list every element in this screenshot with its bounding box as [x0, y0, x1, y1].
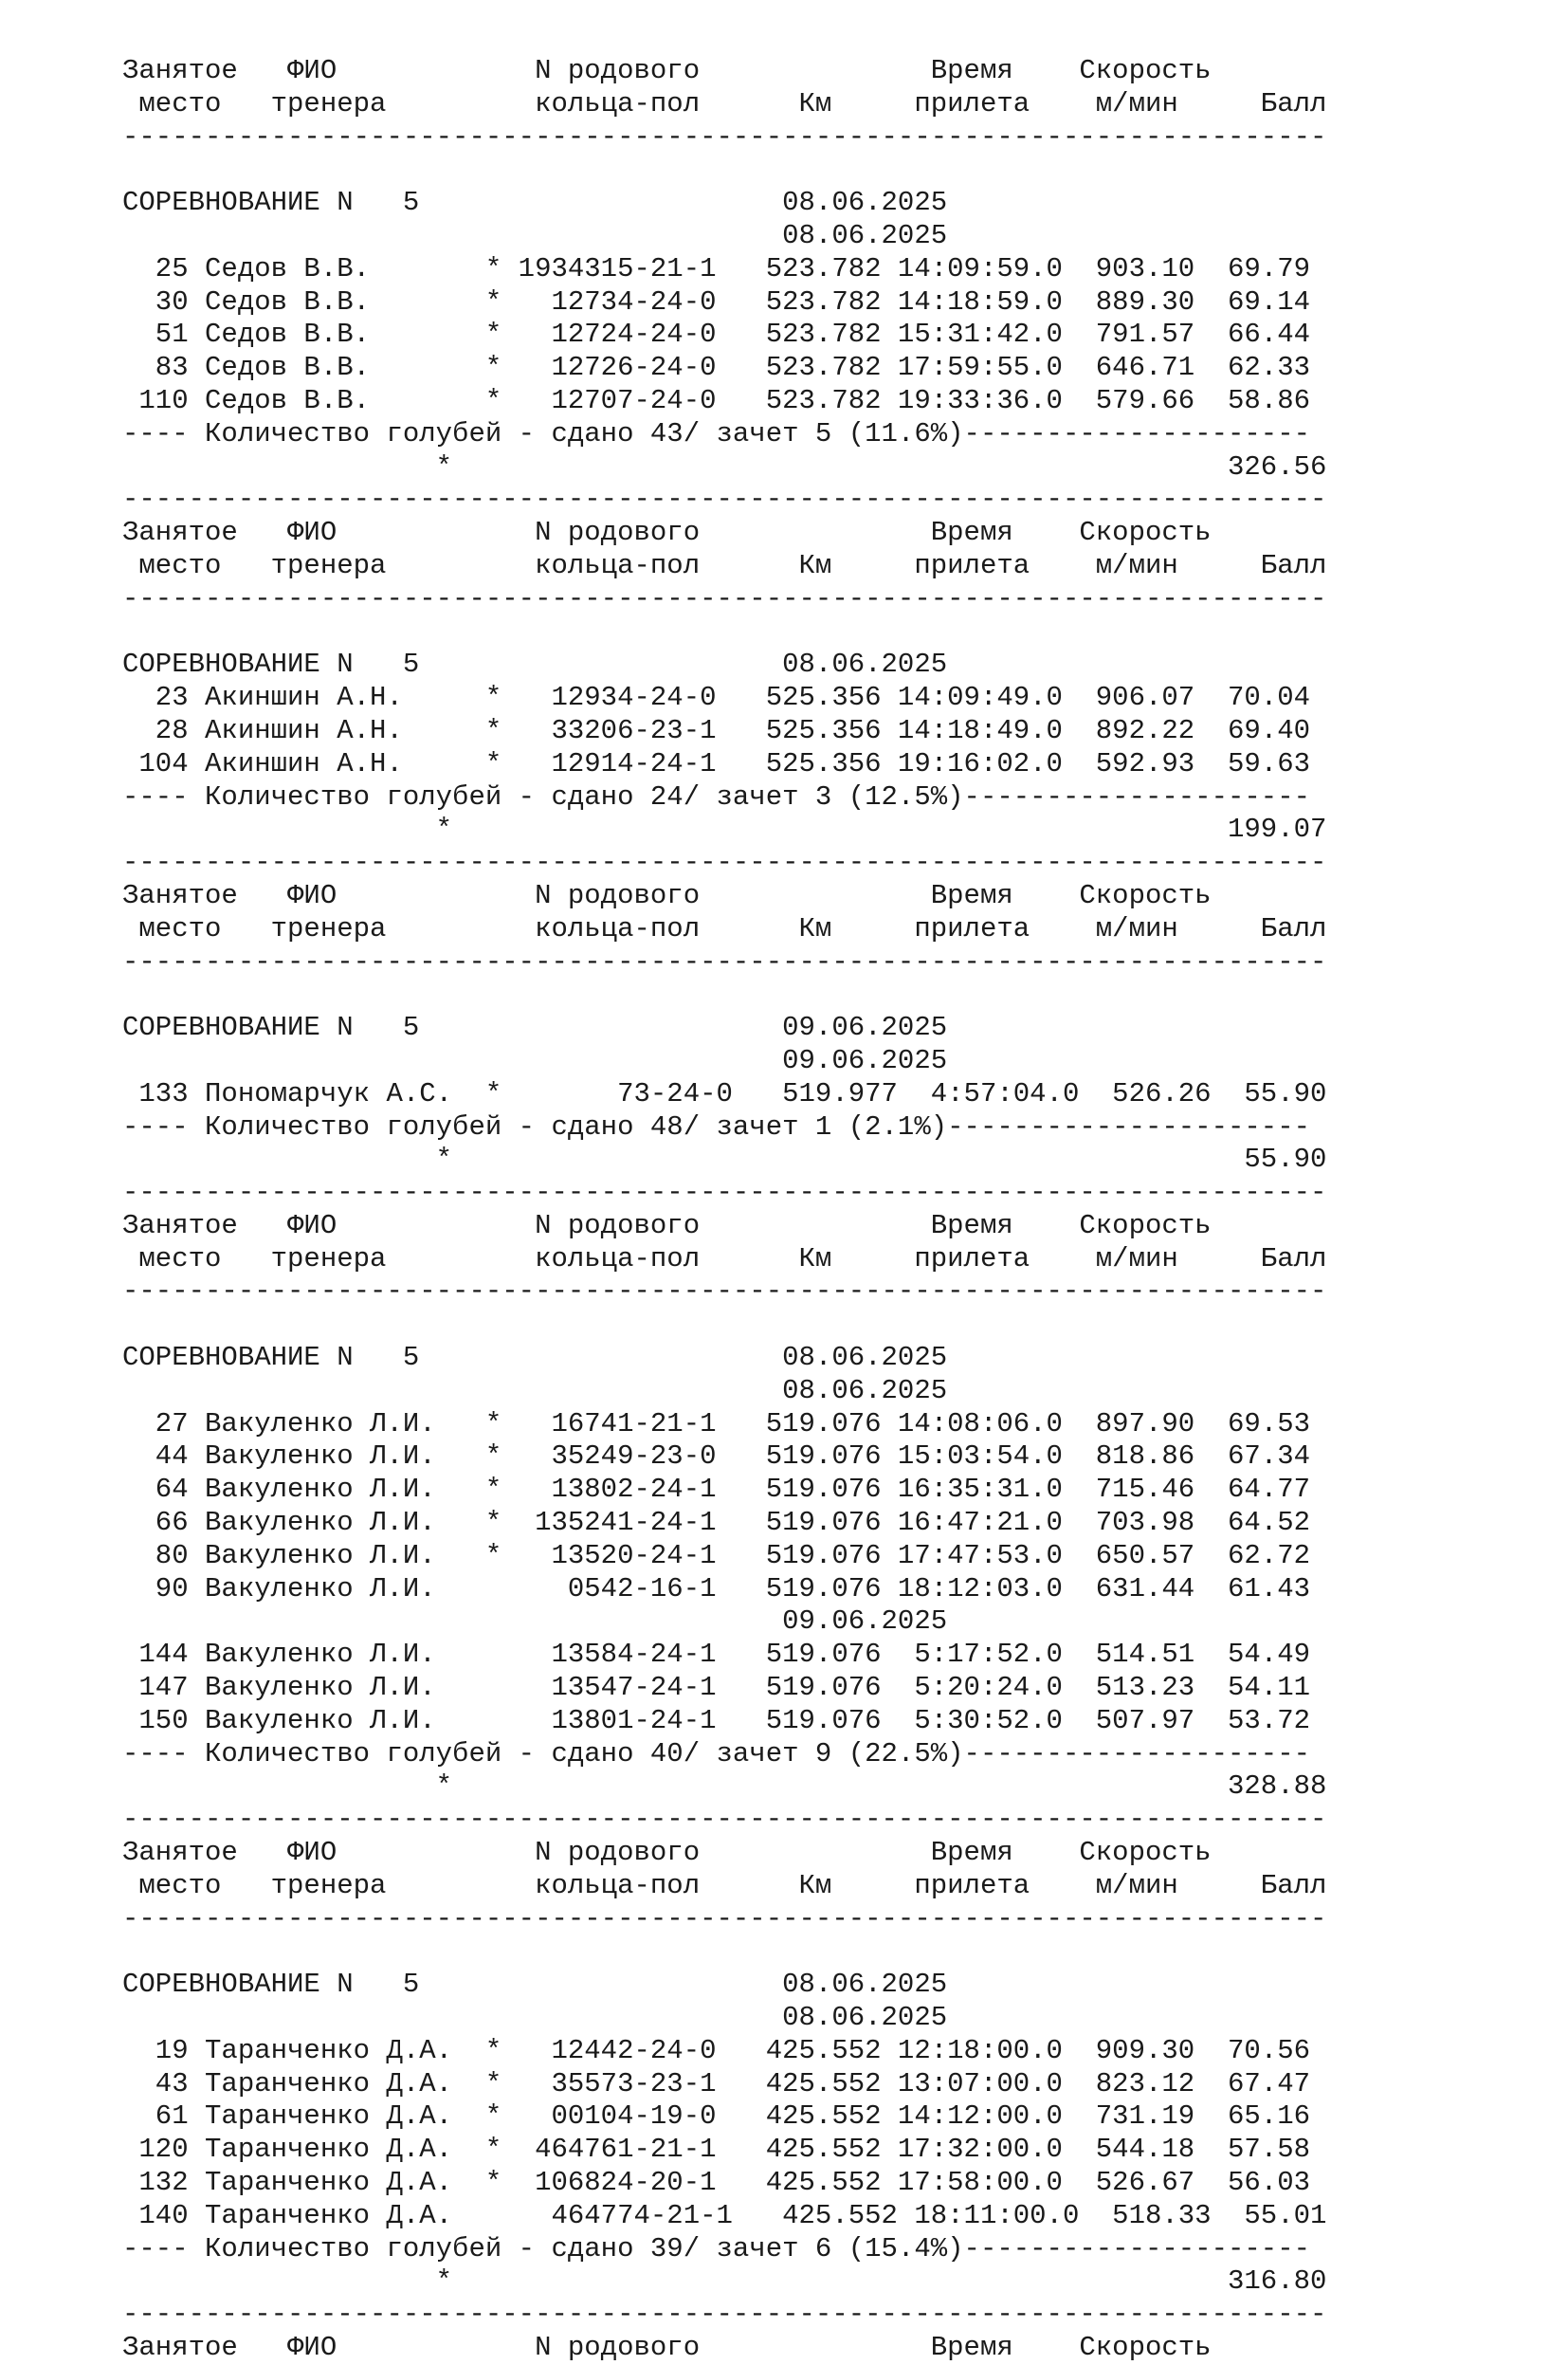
result-row: 44 Вакуленко Л.И. * 35249-23-0 519.076 15:03:54.0 818.86 67.34 — [122, 1440, 1311, 1473]
result-row: 132 Таранченко Д.А. * 106824-20-1 425.552 17:58:00.0 526.67 56.03 — [122, 2167, 1311, 2198]
total-score-line: * 55.90 — [122, 1144, 1327, 1176]
column-header-line-2: место тренера кольца-пол Км прилета м/мин Балл — [122, 87, 1327, 119]
summary-line: ---- Количество голубей - сдано 39/ зачет 6 (15.4%)--------------------- — [122, 2232, 1311, 2264]
result-row: 150 Вакуленко Л.И. 13801-24-1 519.076 5:30:52.0 507.97 53.72 — [122, 1704, 1311, 1736]
summary-line: ---- Количество голубей - сдано 43/ зачет 5 (11.6%)--------------------- — [122, 417, 1311, 449]
column-header-line-2: место тренера кольца-пол Км прилета м/мин Балл — [122, 912, 1327, 944]
summary-line: ---- Количество голубей - сдано 24/ зачет 3 (12.5%)--------------------- — [122, 780, 1311, 813]
result-row: 120 Таранченко Д.А. * 464761-21-1 425.552 17:32:00.0 544.18 57.58 — [122, 2134, 1311, 2166]
total-score-line: * 316.80 — [122, 2265, 1327, 2298]
total-score-line: * 326.56 — [122, 450, 1327, 483]
result-row: 133 Пономарчук А.С. * 73-24-0 519.977 4:57:04.0 526.26 55.90 — [122, 1077, 1327, 1109]
result-row: 66 Вакуленко Л.И. * 135241-24-1 519.076 16:47:21.0 703.98 64.52 — [122, 1507, 1311, 1539]
result-row: 61 Таранченко Д.А. * 00104-19-0 425.552 14:12:00.0 731.19 65.16 — [122, 2100, 1311, 2133]
section-separator: ------------------------------------------------------------------------- — [122, 484, 1327, 516]
result-row: 64 Вакуленко Л.И. * 13802-24-1 519.076 16:35:31.0 715.46 64.77 — [122, 1474, 1311, 1506]
total-score-line: * 199.07 — [122, 814, 1327, 846]
spacer — [122, 154, 1326, 187]
section-separator: ------------------------------------------------------------------------- — [122, 847, 1327, 879]
result-row: 144 Вакуленко Л.И. 13584-24-1 519.076 5:17:52.0 514.51 54.49 — [122, 1639, 1311, 1671]
column-header-line-1: Занятое ФИО N родового Время Скорость — [122, 879, 1212, 911]
column-header-line-2: место тренера кольца-пол Км прилета м/мин Балл — [122, 549, 1327, 581]
column-header-line-1: Занятое ФИО N родового Время Скорость — [122, 1209, 1212, 1241]
header-separator: ------------------------------------------------------------------------- — [122, 120, 1327, 153]
result-row: 43 Таранченко Д.А. * 35573-23-1 425.552 13:07:00.0 823.12 67.47 — [122, 2067, 1311, 2099]
spacer — [122, 1309, 1326, 1342]
result-row: 08.06.2025 — [122, 1374, 948, 1406]
column-header-line-2: место тренера кольца-пол Км прилета м/мин Балл — [122, 1869, 1327, 1901]
result-row: 80 Вакуленко Л.И. * 13520-24-1 519.076 17:47:53.0 650.57 62.72 — [122, 1539, 1311, 1571]
result-row: 28 Акиншин А.Н. * 33206-23-1 525.356 14:18:49.0 892.22 69.40 — [122, 714, 1311, 746]
column-header-line-1: Занятое ФИО N родового Время Скорость — [122, 517, 1212, 549]
section-separator: ------------------------------------------------------------------------- — [122, 1804, 1327, 1836]
spacer — [122, 979, 1326, 1012]
result-row: 90 Вакуленко Л.И. 0542-16-1 519.076 18:12:03.0 631.44 61.43 — [122, 1572, 1311, 1604]
section-separator: ------------------------------------------------------------------------- — [122, 1177, 1327, 1209]
competition-line: СОРЕВНОВАНИЕ N 5 09.06.2025 — [122, 1012, 948, 1044]
result-row: 19 Таранченко Д.А. * 12442-24-0 425.552 12:18:00.0 909.30 70.56 — [122, 2034, 1311, 2066]
total-score-line: * 328.88 — [122, 1770, 1327, 1803]
result-row: 25 Седов В.В. * 1934315-21-1 523.782 14:09:59.0 903.10 69.79 — [122, 252, 1311, 284]
competition-line: СОРЕВНОВАНИЕ N 5 08.06.2025 — [122, 649, 948, 681]
column-header-line-1: Занятое ФИО N родового Время Скорость — [122, 1837, 1212, 1869]
result-row: 09.06.2025 — [122, 1044, 948, 1076]
summary-line: ---- Количество голубей - сдано 48/ зачет 1 (2.1%)---------------------- — [122, 1110, 1311, 1143]
spacer — [122, 1935, 1326, 1969]
result-row: 27 Вакуленко Л.И. * 16741-21-1 519.076 14:08:06.0 897.90 69.53 — [122, 1407, 1311, 1439]
summary-line: ---- Количество голубей - сдано 40/ зачет 9 (22.5%)--------------------- — [122, 1737, 1311, 1769]
result-row: 104 Акиншин А.Н. * 12914-24-1 525.356 19:16:02.0 592.93 59.63 — [122, 747, 1311, 779]
header-separator: ------------------------------------------------------------------------- — [122, 945, 1327, 978]
result-row: 147 Вакуленко Л.И. 13547-24-1 519.076 5:20:24.0 513.23 54.11 — [122, 1672, 1311, 1704]
section-separator: ------------------------------------------------------------------------- — [122, 2299, 1327, 2331]
spacer — [122, 616, 1326, 650]
competition-line: СОРЕВНОВАНИЕ N 5 08.06.2025 — [122, 1342, 948, 1374]
header-separator: ------------------------------------------------------------------------- — [122, 582, 1327, 614]
result-row: 23 Акиншин А.Н. * 12934-24-0 525.356 14:09:49.0 906.07 70.04 — [122, 682, 1311, 714]
result-row: 140 Таранченко Д.А. 464774-21-1 425.552 18:11:00.0 518.33 55.01 — [122, 2199, 1327, 2231]
header-separator: ------------------------------------------------------------------------- — [122, 1275, 1327, 1308]
result-row: 83 Седов В.В. * 12726-24-0 523.782 17:59:55.0 646.71 62.33 — [122, 352, 1311, 384]
column-header-line-1: Занятое ФИО N родового Время Скорость — [122, 55, 1212, 86]
result-row: 09.06.2025 — [122, 1605, 948, 1638]
results-report — [122, 55, 1326, 2365]
header-separator: ------------------------------------------------------------------------- — [122, 1902, 1327, 1934]
competition-line: СОРЕВНОВАНИЕ N 5 08.06.2025 — [122, 187, 948, 219]
competition-line: СОРЕВНОВАНИЕ N 5 08.06.2025 — [122, 1969, 948, 2001]
column-header-line-2: место тренера кольца-пол Км прилета м/мин Балл — [122, 1242, 1327, 1274]
column-header-line-1: Занятое ФИО N родового Время Скорость — [122, 2331, 1212, 2363]
result-row: 30 Седов В.В. * 12734-24-0 523.782 14:18:59.0 889.30 69.14 — [122, 285, 1311, 318]
result-row: 110 Седов В.В. * 12707-24-0 523.782 19:33:36.0 579.66 58.86 — [122, 384, 1311, 416]
result-row: 51 Седов В.В. * 12724-24-0 523.782 15:31:42.0 791.57 66.44 — [122, 319, 1311, 351]
result-row: 08.06.2025 — [122, 219, 948, 251]
result-row: 08.06.2025 — [122, 2002, 948, 2034]
